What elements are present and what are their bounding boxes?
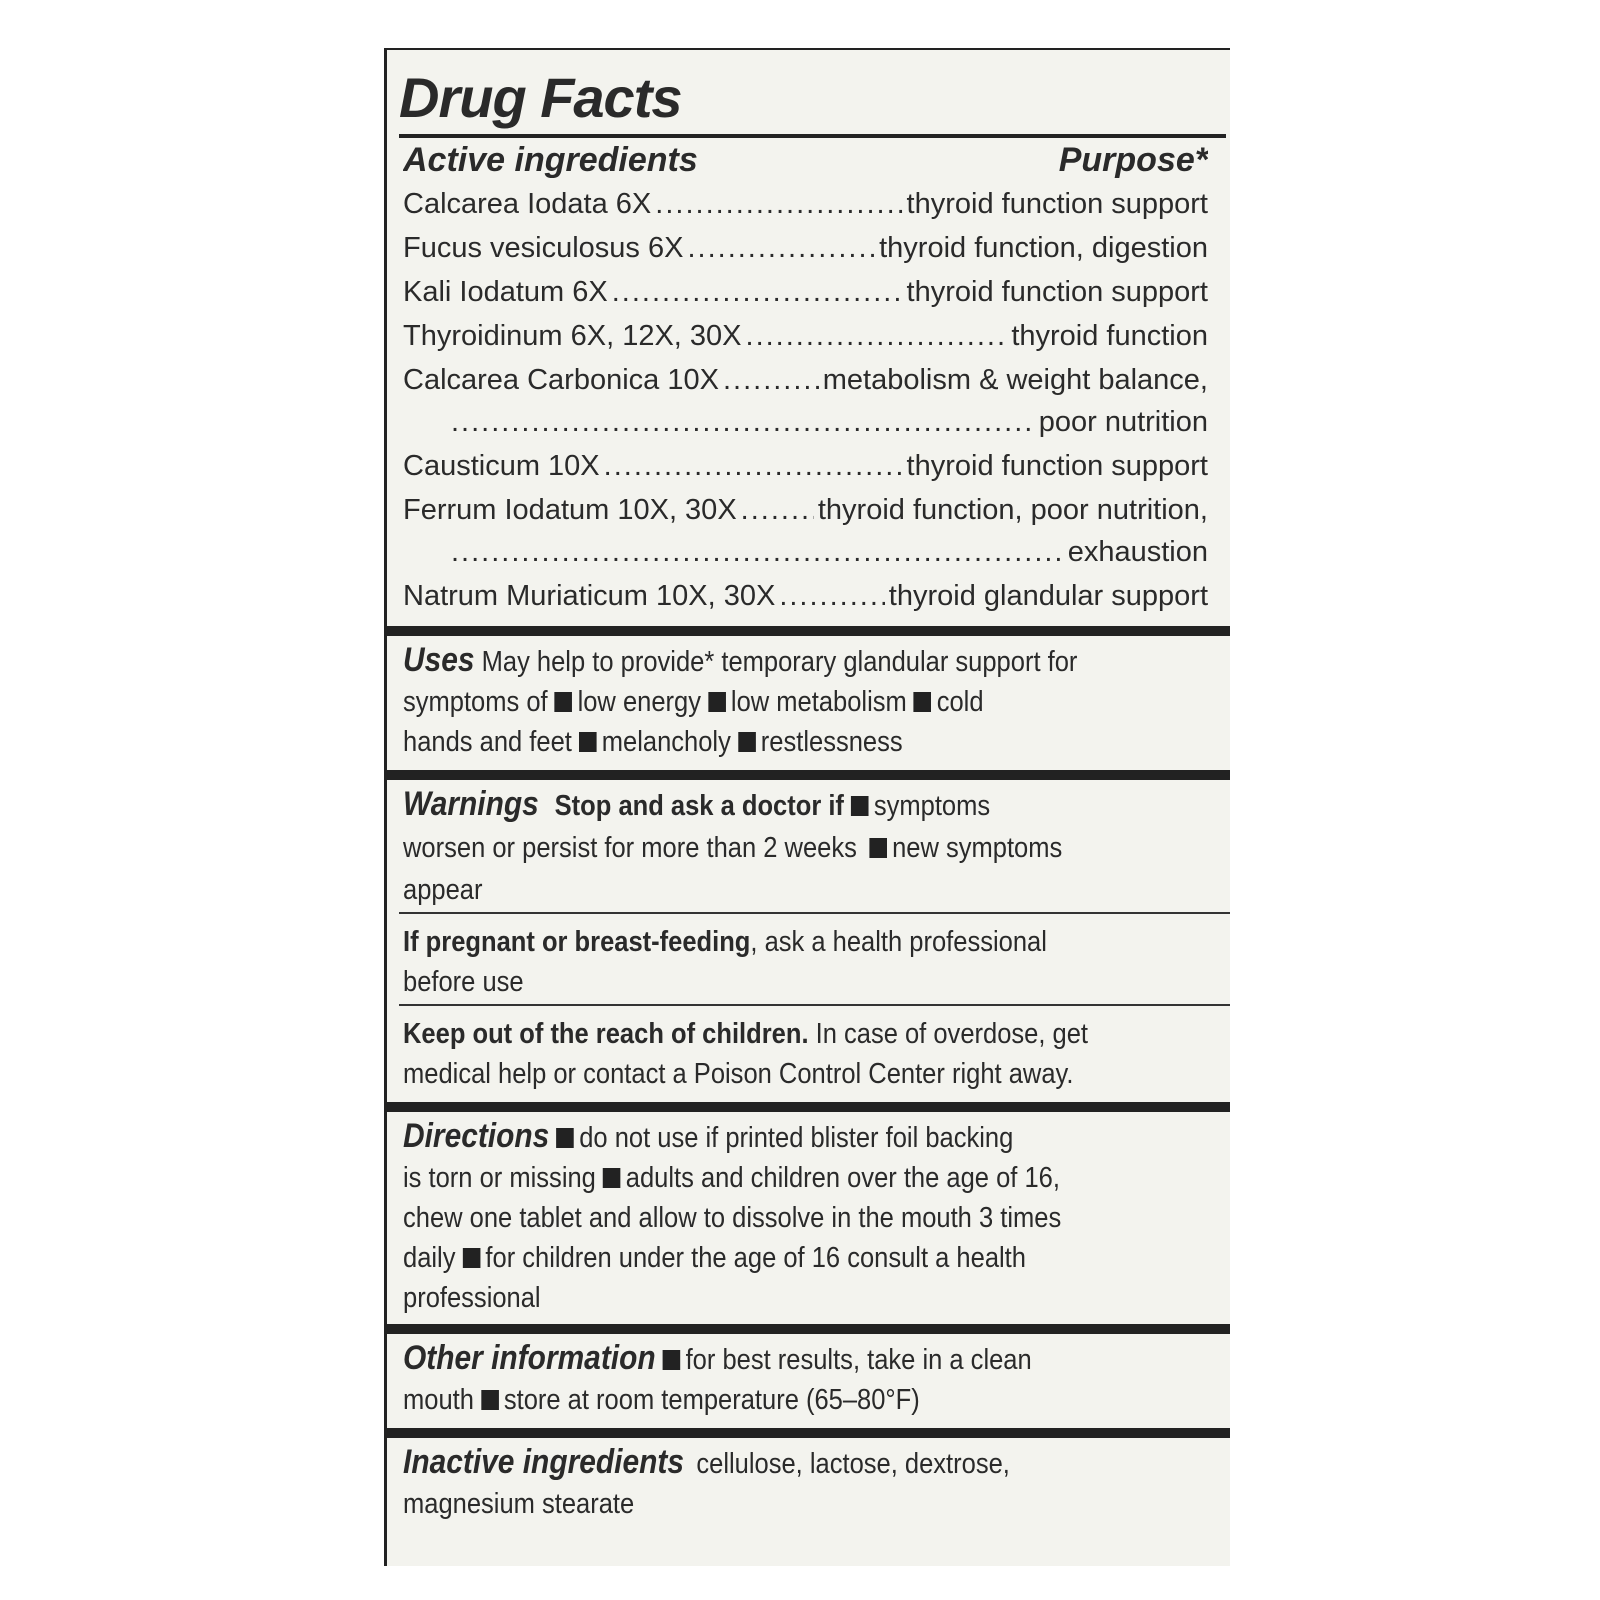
ingredient-purpose: metabolism & weight balance,: [822, 364, 1208, 396]
directions-text: do not use if printed blister foil backing: [579, 1122, 1014, 1154]
warning-text: new symptoms: [892, 832, 1063, 864]
purpose-heading: Purpose*: [1058, 141, 1208, 179]
directions-line-3: [403, 1198, 1213, 1238]
warning-text: appear: [403, 874, 483, 906]
uses-item: low energy: [577, 686, 701, 718]
uses-item: restlessness: [760, 726, 903, 758]
keep-out-text: medical help or contact a Poison Control Center right away.: [403, 1058, 1074, 1090]
pregnant-line-2: [403, 962, 1213, 1002]
leader-dots: [451, 402, 1035, 442]
inactive-heading: Inactive ingredients: [403, 1443, 685, 1481]
bullet-square-icon: [869, 838, 887, 858]
directions-heading: Directions: [403, 1117, 550, 1155]
section-divider: [387, 1324, 1230, 1334]
inactive-line-1: [403, 1442, 1213, 1484]
ingredient-row-continued: [447, 532, 1208, 576]
bullet-square-icon: [463, 1248, 481, 1268]
title-divider: [399, 134, 1226, 138]
directions-text: is torn or missing: [403, 1162, 596, 1194]
ingredient-name: Thyroidinum 6X, 12X, 30X: [403, 320, 742, 352]
warning-text: symptoms: [873, 790, 991, 822]
uses-heading: Uses: [403, 641, 475, 679]
ingredient-row: [403, 576, 1208, 620]
uses-item: cold: [936, 686, 984, 718]
ingredient-purpose: thyroid function: [1011, 320, 1208, 352]
directions-line-2: [403, 1158, 1213, 1198]
active-ingredients-header: [403, 140, 1208, 188]
subsection-divider: [399, 912, 1230, 914]
ingredient-row: [403, 272, 1208, 316]
stop-ask-doctor: Stop and ask a doctor if: [554, 790, 844, 822]
bullet-square-icon: [738, 732, 756, 752]
keep-out-text: In case of overdose, get: [808, 1018, 1089, 1050]
inactive-text: magnesium stearate: [403, 1488, 635, 1520]
warnings-line-2: [403, 828, 1213, 868]
active-ingredients-heading: Active ingredients: [403, 141, 698, 179]
ingredient-row: [403, 316, 1208, 360]
inactive-line-2: [403, 1484, 1213, 1524]
ingredient-row: [403, 228, 1208, 272]
uses-item: melancholy: [601, 726, 731, 758]
uses-line-1: [403, 640, 1213, 682]
leader-dots: [687, 228, 875, 268]
pregnant-text: before use: [403, 966, 524, 998]
drug-facts-panel: [384, 48, 1230, 1566]
subsection-divider: [399, 1004, 1230, 1006]
directions-line-4: [403, 1238, 1213, 1278]
ingredient-name: Ferrum Iodatum 10X, 30X: [403, 494, 737, 526]
bullet-square-icon: [555, 692, 573, 712]
ingredient-purpose: thyroid glandular support: [888, 580, 1208, 612]
bullet-square-icon: [851, 796, 869, 816]
ingredient-row-continued: [447, 402, 1208, 446]
other-info-text: for best results, take in a clean: [685, 1344, 1032, 1376]
bullet-square-icon: [481, 1390, 499, 1410]
directions-text: adults and children over the age of 16,: [625, 1162, 1060, 1194]
leader-dots: [741, 490, 814, 530]
bullet-square-icon: [603, 1168, 621, 1188]
uses-lead: symptoms of: [403, 686, 548, 718]
bullet-square-icon: [556, 1128, 574, 1148]
ingredient-row: [403, 446, 1208, 490]
ingredient-purpose: thyroid function support: [906, 188, 1208, 220]
leader-dots: [746, 316, 1008, 356]
ingredient-row: [403, 184, 1208, 228]
ingredient-name: Kali Iodatum 6X: [403, 276, 608, 308]
section-divider: [387, 626, 1230, 636]
other-info-text: mouth: [403, 1384, 474, 1416]
directions-line-5: [403, 1278, 1213, 1318]
ingredient-purpose: thyroid function support: [906, 450, 1208, 482]
other-info-line-2: [403, 1380, 1213, 1420]
directions-text: daily: [403, 1242, 456, 1274]
directions-line-1: [403, 1116, 1213, 1158]
section-divider: [387, 1428, 1230, 1438]
pregnant-text: , ask a health professional: [750, 926, 1047, 958]
ingredient-purpose: thyroid function, poor nutrition,: [817, 494, 1208, 526]
leader-dots: [612, 272, 903, 312]
other-info-text: store at room temperature (65–80°F): [503, 1384, 920, 1416]
uses-intro: May help to provide* temporary glandular support for: [481, 646, 1078, 678]
ingredient-purpose: thyroid function, digestion: [879, 232, 1208, 264]
uses-item: hands and feet: [403, 726, 572, 758]
ingredient-row: [403, 490, 1208, 534]
directions-text: professional: [403, 1282, 541, 1314]
leader-dots: [779, 576, 884, 616]
ingredient-name: Calcarea Carbonica 10X: [403, 364, 719, 396]
section-divider: [387, 770, 1230, 780]
ingredient-name: Fucus vesiculosus 6X: [403, 232, 684, 264]
bullet-square-icon: [914, 692, 932, 712]
leader-dots: [723, 360, 819, 400]
ingredient-purpose: poor nutrition: [1038, 406, 1208, 438]
pregnant-bold: If pregnant or breast-feeding: [403, 926, 751, 958]
section-divider: [387, 1102, 1230, 1112]
bullet-square-icon: [579, 732, 597, 752]
inactive-text: cellulose, lactose, dextrose,: [696, 1448, 1010, 1480]
warnings-line-1: [403, 784, 1213, 826]
keep-out-line-1: [403, 1014, 1213, 1054]
warning-text: worsen or persist for more than 2 weeks: [403, 832, 857, 864]
keep-out-line-2: [403, 1054, 1213, 1094]
leader-dots: [451, 532, 1064, 572]
other-info-line-1: [403, 1338, 1213, 1380]
leader-dots: [604, 446, 903, 486]
ingredient-purpose: thyroid function support: [906, 276, 1208, 308]
ingredient-name: Natrum Muriaticum 10X, 30X: [403, 580, 776, 612]
bullet-square-icon: [708, 692, 726, 712]
bullet-square-icon: [663, 1350, 681, 1370]
ingredient-name: Calcarea Iodata 6X: [403, 188, 652, 220]
drug-facts-title: Drug Facts: [399, 66, 682, 129]
pregnant-line-1: [403, 922, 1213, 962]
other-info-heading: Other information: [403, 1339, 656, 1377]
keep-out-bold: Keep out of the reach of children.: [403, 1018, 809, 1050]
directions-text: for children under the age of 16 consult a health: [485, 1242, 1026, 1274]
uses-item: low metabolism: [730, 686, 907, 718]
ingredient-row: [403, 360, 1208, 404]
uses-line-3: [403, 722, 1213, 762]
warnings-heading: Warnings: [403, 785, 539, 823]
warnings-line-3: [403, 870, 1213, 910]
ingredient-name: Causticum 10X: [403, 450, 600, 482]
directions-text: chew one tablet and allow to dissolve in the mouth 3 times: [403, 1202, 1062, 1234]
leader-dots: [655, 184, 902, 224]
uses-line-2: [403, 682, 1213, 722]
ingredient-purpose: exhaustion: [1067, 536, 1208, 568]
